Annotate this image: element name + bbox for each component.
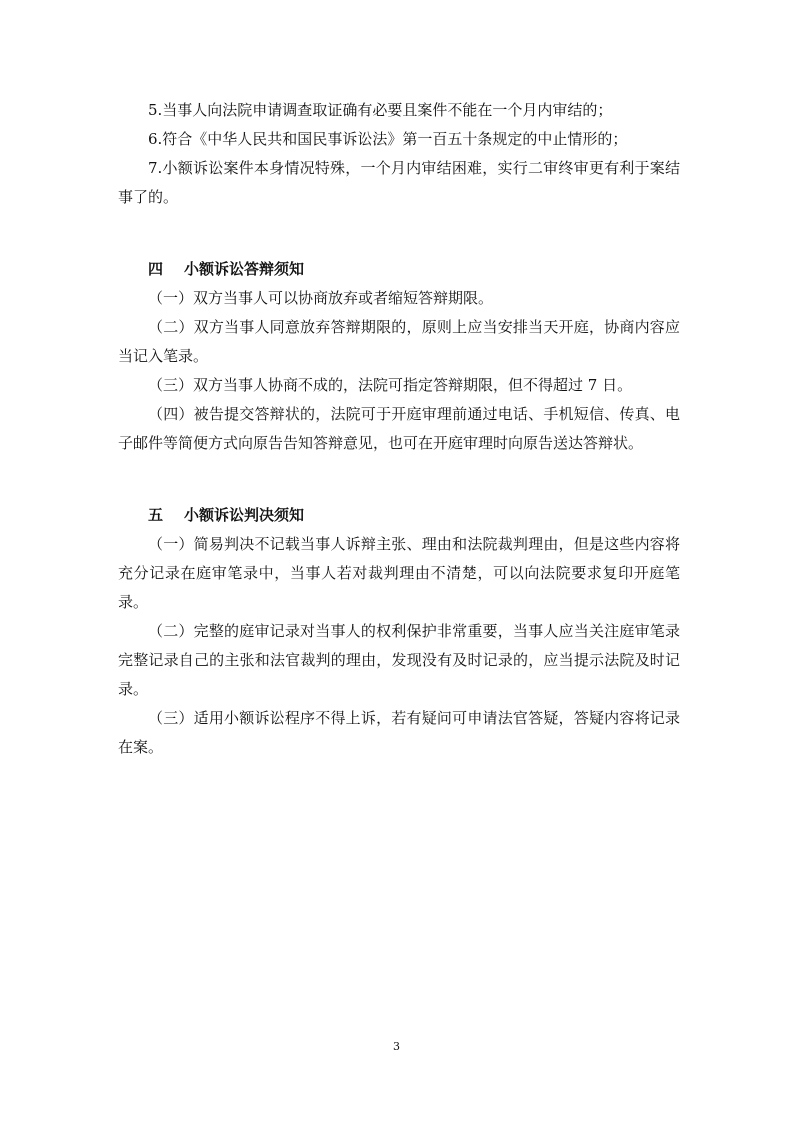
list-item: （三）双方当事人协商不成的，法院可指定答辩期限，但不得超过 7 日。: [148, 376, 633, 394]
section-gap: [118, 241, 680, 255]
list-item: 7.小额诉讼案件本身情况特殊，一个月内审结困难，实行二审终审更有利于案结事了的。: [118, 159, 680, 206]
document-body: [118, 96, 680, 762]
section-gap: [118, 458, 680, 487]
list-item: （三）适用小额诉讼程序不得上诉，若有疑问可申请法官答疑，答疑内容将记录在案。: [118, 709, 680, 756]
page-number: 3: [393, 1040, 400, 1053]
section-gap: [118, 487, 680, 501]
section-number: 五: [148, 506, 164, 524]
list-item: （二）双方当事人同意放弃答辩期限的，原则上应当安排当天开庭，协商内容应当记入笔录。: [118, 318, 680, 365]
section-title: 小额诉讼答辩须知: [184, 260, 305, 278]
list-item: （四）被告提交答辩状的，法院可于开庭审理前通过电话、手机短信、传真、电子邮件等简便方式向原告告知答辩意见，也可在开庭审理时向原告送达答辩状。: [118, 405, 680, 452]
section-heading-4: [118, 255, 680, 284]
list-item: （二）完整的庭审记录对当事人的权利保护非常重要，当事人应当关注庭审笔录完整记录自己的主张和法官裁判的理由，发现没有及时记录的，应当提示法院及时记录。: [118, 622, 680, 698]
section-number: 四: [148, 260, 164, 278]
list-item: （一）简易判决不记载当事人诉辩主张、理由和法院裁判理由，但是这些内容将充分记录在庭审笔录中，当事人若对裁判理由不清楚，可以向法院要求复印开庭笔录。: [118, 535, 680, 611]
section-heading-5: [118, 501, 680, 530]
list-item: 6.符合《中华人民共和国民事诉讼法》第一百五十条规定的中止情形的；: [148, 130, 628, 148]
list-item: （一）双方当事人可以协商放弃或者缩短答辩期限。: [148, 289, 494, 307]
section-title: 小额诉讼判决须知: [184, 506, 305, 524]
list-item: 5.当事人向法院申请调查取证确有必要且案件不能在一个月内审结的；: [148, 101, 613, 119]
section-gap: [118, 212, 680, 241]
